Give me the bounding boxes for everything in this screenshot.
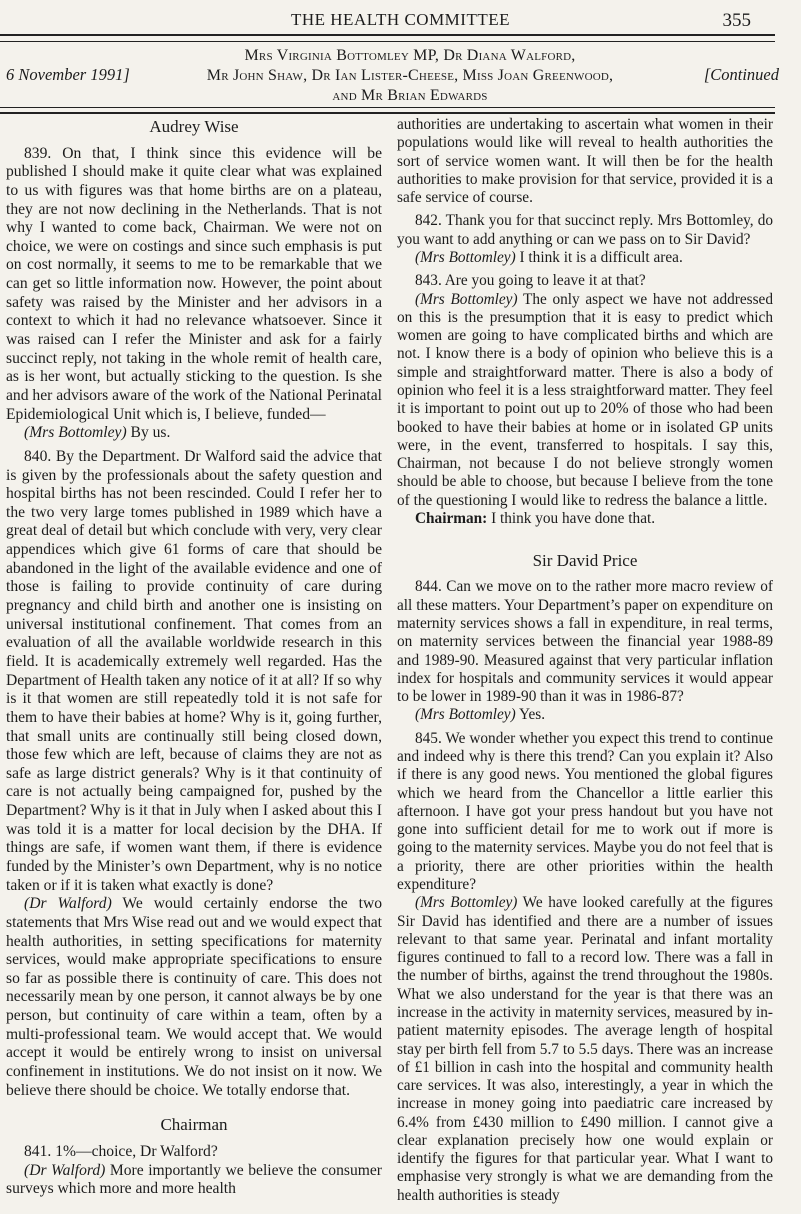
reply-840 [6,895,382,1100]
question-843: 843. Are you going to leave it at that? [415,272,646,290]
reply-speaker: (Mrs Bottomley) [415,290,518,308]
top-rule [0,34,775,42]
question-845: 845. We wonder whether you expect this trend to continue and indeed why is there this trend? Can you explain it? Also if there is any good news. You mentioned the global figures which we heard from the Chancellor a little earlier this afternoon. I have got your press handout but you have not gone into sufficient detail for me to work out if more is going to the maternity services. Maybe you do not feel that is a priority, there are other priorities within the health expenditure? [397,729,773,893]
reply-text: By us. [126,424,171,442]
reply-841 [6,1162,382,1199]
question-842: 842. Thank you for that succinct reply. Mrs Bottomley, do you want to add anything or can we pass on to Sir David? [397,212,773,248]
question-840: 840. By the Department. Dr Walford said the advice that is given by the professionals about the safety question and hospital births has not been rescinded. Could I refer her to the two very large tomes published in 1989 which have a great deal of detail but which conclude with very, very clear appendices which give 61 forms of care that should be abandoned in the light of the available evidence and one of those is failing to provide continuity of care during pregnancy and child birth and another one is insisting on universal institutional confinement. That comes from an evaluation of all the available worldwide research in this field. It is academically extremely well regarded. Has the Department of Health taken any notice of it at all? If so why is it that women are still repeatedly told it is not safe for them to have their babies at home? Why is it, going further, that small units are continually still being closed down, those few which are left, because of claims they are not as safe as large district generals? Why is it that continuity of care is not actually being campaigned for, pushed by the Department? Why is it that in July when I asked about this I was told it is a matter for local decision by the DHA. If things are safe, if women want them, if there is evidence funded by the Minister’s own Department, why is no notice taken or if it is taken what exactly is done? [6,447,382,894]
reply-text: We would certainly endorse the two statements that Mrs Wise read out and we would expect that health authorities, in setting specifications for maternity services, would make appropriate specifications to ensure so far as possible there is continuity of care. This does not necessarily mean by one person, it cannot always be by one person, but continuity of care within a team, often by a multi-professional team. We would accept that. We would accept it would be entirely wrong to insist on universal confinement in institutions. We do not insist on it now. We believe there should be choice. We totally endorse that. [6,895,383,1099]
reply-text: The only aspect we have not addressed on this is the presumption that it is easy to predict which women are going to have complicated births and which are not. I know there is a body of opinion who believe this is a simple and straightforward matter. There is also a body of opinion who feel it is a less straightforward matter. They feel it is important to point out up to 20% of those who had been booked to have their babies at home or in isolated GP units were, in the event, transferred to hospitals. I say this, Chairman, not because I do not believe strongly women should be able to choose, but because I believe from the tone of the questioning I would like to redress the balance a little. [397,290,773,509]
reply-speaker: (Dr Walford) [24,895,112,913]
speaker-heading: Chairman [160,1115,228,1135]
continued-reply: authorities are undertaking to ascertain what women in their populations would like will reveal to health authorities the sort of service women want. It will then be for the health authorities to make provision for that service, provided it is a safe service of course. [397,116,773,207]
continued-label: [Continued [703,65,779,84]
reply-844 [397,706,773,724]
reply-speaker: (Mrs Bottomley) [415,248,516,266]
session-date: 6 November 1991] [6,65,130,84]
speaker-heading: Audrey Wise [149,117,239,136]
reply-text: More importantly we believe the consumer surveys which more and more health [6,1161,382,1198]
question-841: 841. 1%—choice, Dr Walford? [24,1142,218,1160]
chairman-label: Chairman: [415,509,488,527]
bottom-rule [0,107,775,114]
chairman-text: I think you have done that. [487,509,656,527]
chairman-remark [397,510,773,528]
reply-text: Yes. [515,706,546,724]
reply-speaker: (Mrs Bottomley) [415,706,516,724]
witness-line-3: and Mr Brian Edwards [332,87,488,104]
witness-names [175,46,645,106]
running-head [0,4,801,34]
reply-839 [6,424,382,443]
speaker-heading: Sir David Price [532,551,638,571]
left-column [6,116,382,1199]
question-844: 844. Can we move on to the rather more macro review of all these matters. Your Department’s paper on expenditure on maternity services shows a fall in expenditure, in real terms, on maternity services between the financial year 1988-89 and 1989-90. Measured against that very particular inflation index for hospitals and community services it would appear to be lower in 1989-90 than it was in 1986-87? [397,578,773,706]
witness-block [0,46,801,102]
question-839: 839. On that, I think since this evidence will be published I should make it quite clear what was explained to us with figures was that home births are on a plateau, they are not now declining in the Netherlands. That is not why I wanted to come back, Chairman. We were not on choice, we were on costings and since such emphasis is put on cost normally, it seems to me to be remarkable that we can get so little information now. However, the point about safety was raised by the Minister and her advisors in a context to which it had no relevance whatsoever. Since it was raised can I refer the Minister and ask for a fairly succinct reply, not taking in the whole remit of health care, as is her wont, but actually sticking to the question. Is she and her advisors aware of the work of the National Perinatal Epidemiological Unit which is, I believe, funded— [6,144,382,423]
reply-842 [397,249,773,267]
witness-line-2: Mr John Shaw, Dr Ian Lister-Cheese, Miss Joan Greenwood, [206,67,614,84]
reply-speaker: (Dr Walford) [24,1161,106,1179]
right-column [397,116,773,1205]
reply-text: We have looked carefully at the figures Sir David has identified and there are a number of issues relevant to that same year. Perinatal and infant mortality figures continued to fall to a record low. There was a fall in the number of births, against the trend throughout the 1980s. What we also understand for the year is that there was an increase in the activity in maternity services, measured by in-patient maternity episodes. The average length of hospital stay per birth fell from 5.7 to 5.5 days. There was an increase of £1 billion in cash into the hospital and community health care services. It was also, interestingly, a year in which the increase in money going into paediatric care increased by 6.4% from £430 million to £490 million. I cannot give a clear explanation precisely how one would explain or identify the figures for that particular year. What I want to emphasise very strongly is what we are demanding from the health authorities is steady [397,894,773,1204]
witness-line-1: Mrs Virginia Bottomley MP, Dr Diana Walford, [244,47,576,64]
reply-843 [397,291,773,510]
running-head-title: THE HEALTH COMMITTEE [290,10,510,29]
reply-speaker: (Mrs Bottomley) [415,894,518,912]
reply-text: I think it is a difficult area. [515,248,683,266]
reply-speaker: (Mrs Bottomley) [24,424,127,442]
page-number: 355 [722,10,751,31]
reply-845 [397,894,773,1205]
